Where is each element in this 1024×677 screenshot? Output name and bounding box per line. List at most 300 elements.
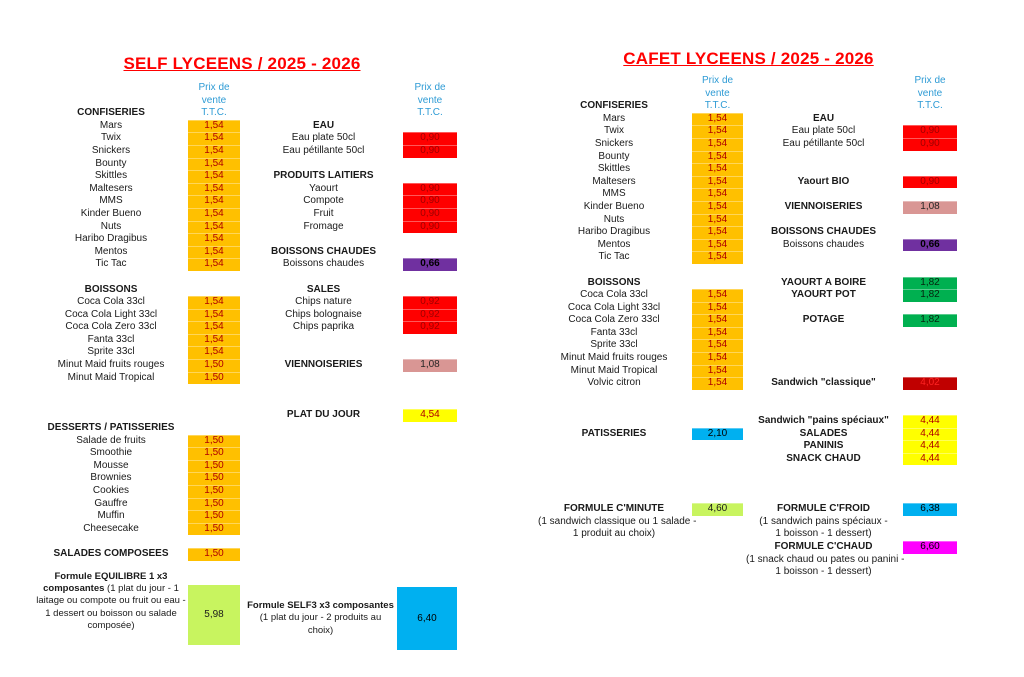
section-header-row — [36, 107, 240, 120]
price-cell: 1,54 — [188, 132, 240, 145]
price-cell: 1,50 — [188, 435, 240, 448]
price-cell: 1,54 — [692, 113, 743, 126]
item-label — [746, 100, 901, 113]
section-header: FORMULE C'CHAUD — [774, 541, 873, 552]
price-cell: 6,60 — [903, 541, 957, 554]
item-label — [746, 88, 901, 101]
menu-row — [538, 125, 743, 138]
price-cell: 1,54 — [188, 321, 240, 334]
price-column-header: Prix de — [198, 82, 230, 93]
row-gap — [246, 233, 457, 246]
price-cell: 1,54 — [692, 365, 743, 378]
item-label: Maltesers — [592, 175, 636, 187]
description-row — [538, 528, 743, 541]
item-label: Nuts — [100, 220, 122, 232]
price-cell: 0,92 — [403, 321, 457, 334]
item-label: Cookies — [92, 485, 130, 497]
section-header: YAOURT POT — [791, 289, 856, 301]
section-header: PLAT DU JOUR — [286, 409, 361, 421]
section-header-row — [538, 277, 743, 290]
price-cell: 0,90 — [903, 138, 957, 151]
description-text: (1 snack chaud ou pates ou panini - — [746, 553, 905, 565]
menu-row — [246, 95, 457, 108]
menu-row — [36, 82, 240, 95]
price-cell: 1,54 — [188, 221, 240, 234]
section-header: SALES — [306, 283, 341, 295]
row-gap — [538, 264, 743, 277]
item-label — [246, 107, 401, 120]
item-label: Cheesecake — [83, 522, 139, 534]
menu-row — [36, 195, 240, 208]
menu-row — [538, 163, 743, 176]
price-cell: 1,54 — [692, 251, 743, 264]
price-cell: 1,54 — [692, 163, 743, 176]
menu-row — [246, 145, 457, 158]
formula-label-segment: Formule SELF3 x3 composantes — [247, 599, 394, 611]
menu-row — [36, 498, 240, 511]
menu-row — [746, 138, 957, 151]
menu-row — [246, 195, 457, 208]
item-label: Tic Tac — [95, 258, 127, 270]
section-header: SNACK CHAUD — [786, 452, 861, 464]
menu-row — [36, 309, 240, 322]
row-gap — [246, 271, 457, 284]
price-cell: 1,54 — [188, 296, 240, 309]
item-label: Coca Cola Light 33cl — [64, 308, 158, 320]
item-label: Mars — [99, 119, 123, 131]
menu-row — [246, 296, 457, 309]
menu-row — [746, 541, 957, 554]
section-header: BOISSONS CHAUDES — [770, 226, 876, 238]
menu-row — [246, 82, 457, 95]
menu-row — [246, 107, 457, 120]
description-text: 1 produit au choix) — [572, 528, 656, 540]
price-cell: 1,54 — [188, 195, 240, 208]
menu-row — [538, 314, 743, 327]
item-label: Fanta 33cl — [590, 326, 638, 338]
item-label: Nuts — [603, 213, 625, 225]
item-label: Yaourt — [309, 182, 338, 194]
price-cell: 1,54 — [188, 145, 240, 158]
board-title-self: SELF LYCEENS / 2025 - 2026 — [123, 54, 361, 73]
section-header: BOISSONS CHAUDES — [270, 245, 376, 257]
price-cell: 1,54 — [188, 246, 240, 259]
menu-row — [538, 428, 743, 441]
item-label: Maltesers — [89, 182, 133, 194]
menu-row — [246, 309, 457, 322]
price-cell: 0,90 — [403, 183, 457, 196]
price-column-header: T.T.C. — [417, 107, 443, 119]
menu-row — [538, 503, 743, 516]
price-cell: 1,82 — [903, 314, 957, 327]
row-gap — [746, 327, 957, 377]
formula-price-cell — [397, 587, 457, 650]
price-cell: 1,54 — [692, 125, 743, 138]
item-label: Gauffre — [94, 497, 128, 509]
price-cell: 1,50 — [188, 498, 240, 511]
menu-row — [746, 239, 957, 252]
menu-row — [538, 113, 743, 126]
item-label: Sprite 33cl — [87, 346, 135, 358]
section-header: SALADES COMPOSEES — [53, 547, 169, 559]
description-row — [746, 566, 957, 579]
item-label: Mars — [602, 112, 626, 124]
item-label: Snickers — [91, 144, 131, 156]
menu-row — [538, 352, 743, 365]
price-column-header: vente — [201, 94, 227, 106]
menu-row — [538, 226, 743, 239]
menu-row — [538, 201, 743, 214]
menu-row — [36, 523, 240, 536]
price-cell: 1,50 — [188, 372, 240, 385]
section-header: EAU — [812, 112, 835, 124]
menu-row — [746, 415, 957, 428]
item-label: Minut Maid fruits rouges — [560, 352, 668, 364]
section-header-row — [246, 246, 457, 259]
price-cell: 0,92 — [403, 309, 457, 322]
price-cell: 1,54 — [188, 183, 240, 196]
formula-block — [36, 571, 240, 645]
price-cell: 0,66 — [403, 258, 457, 271]
row-gap — [746, 214, 957, 227]
menu-row — [538, 302, 743, 315]
price-cell: 0,90 — [403, 195, 457, 208]
menu-row — [538, 176, 743, 189]
price-cell: 1,54 — [692, 314, 743, 327]
item-label: Tic Tac — [598, 251, 630, 263]
item-label — [246, 82, 401, 95]
description-text: (1 sandwich pains spéciaux - — [759, 515, 888, 527]
section-header: PATISSERIES — [581, 427, 647, 439]
section-header-row — [246, 170, 457, 183]
item-label: Skittles — [94, 170, 128, 182]
price-column-header: vente — [917, 87, 943, 99]
price-cell: 1,50 — [188, 548, 240, 561]
menu-row — [746, 440, 957, 453]
section-header: Yaourt BIO — [797, 175, 850, 187]
formula-price-cell — [188, 585, 240, 645]
price-cell: 4,60 — [692, 503, 743, 516]
row-gap — [538, 390, 743, 428]
menu-row — [538, 188, 743, 201]
section-header: Sandwich "classique" — [771, 377, 876, 389]
row-gap — [36, 384, 240, 422]
item-label: Kinder Bueno — [80, 207, 142, 219]
price-cell: 1,54 — [188, 170, 240, 183]
menu-row — [36, 132, 240, 145]
menu-row — [36, 183, 240, 196]
menu-row — [36, 346, 240, 359]
menu-row — [246, 183, 457, 196]
menu-row — [36, 170, 240, 183]
column-pair-cafet-2 — [746, 75, 957, 579]
menu-row — [36, 158, 240, 171]
description-text: 1 boisson - 1 dessert) — [775, 528, 872, 540]
section-header: CONFISERIES — [77, 107, 145, 119]
price-column-header: Prix de — [414, 82, 446, 93]
menu-row — [246, 359, 457, 372]
price-cell: 1,50 — [188, 510, 240, 523]
price-value: 6,40 — [417, 613, 437, 625]
price-cell: 1,54 — [692, 188, 743, 201]
price-cell: 1,50 — [188, 523, 240, 536]
price-column-header: Prix de — [914, 75, 946, 86]
menu-row — [36, 145, 240, 158]
item-label: Smoothie — [89, 447, 133, 459]
menu-row — [538, 239, 743, 252]
menu-row — [746, 377, 957, 390]
item-label — [746, 75, 901, 88]
formula-label — [246, 600, 395, 637]
item-label: Haribo Dragibus — [577, 226, 651, 238]
item-label: Haribo Dragibus — [74, 233, 148, 245]
price-cell: 1,54 — [692, 214, 743, 227]
price-value: 5,98 — [204, 609, 224, 621]
price-column-header: Prix de — [701, 75, 734, 86]
description-row — [746, 528, 957, 541]
menu-row — [538, 377, 743, 390]
item-label: Mousse — [93, 459, 129, 471]
menu-row — [36, 120, 240, 133]
menu-row — [746, 75, 957, 88]
menu-row — [36, 321, 240, 334]
column-pair-cafet-1 — [538, 75, 743, 541]
section-header: PANINIS — [803, 440, 844, 452]
board-title-cafet: CAFET LYCEENS / 2025 - 2026 — [623, 49, 874, 68]
menu-row — [538, 327, 743, 340]
row-gap — [746, 251, 957, 276]
section-header: DESSERTS / PATISSERIES — [47, 422, 175, 434]
section-header: PRODUITS LAITIERS — [273, 170, 374, 182]
menu-row — [36, 221, 240, 234]
row-gap — [36, 535, 240, 548]
menu-row — [746, 453, 957, 466]
price-cell: 1,54 — [692, 339, 743, 352]
section-header: BOISSONS — [587, 276, 641, 288]
price-cell: 1,54 — [188, 208, 240, 221]
item-label — [538, 75, 690, 88]
price-cell: 1,54 — [692, 327, 743, 340]
menu-row — [538, 88, 743, 101]
item-label: Eau plate 50cl — [291, 132, 356, 144]
section-header-row — [246, 284, 457, 297]
item-label: Eau pétillante 50cl — [282, 144, 365, 156]
price-cell: 1,08 — [903, 201, 957, 214]
menu-row — [538, 75, 743, 88]
menu-row — [746, 277, 957, 290]
menu-row — [36, 460, 240, 473]
price-cell: 1,54 — [692, 138, 743, 151]
menu-row — [538, 251, 743, 264]
price-cell: 1,54 — [692, 239, 743, 252]
price-cell: 1,54 — [188, 233, 240, 246]
price-column-header: T.T.C. — [201, 107, 227, 119]
menu-row — [36, 359, 240, 372]
item-label: Compote — [303, 195, 344, 207]
price-cell: 1,82 — [903, 277, 957, 290]
row-gap — [746, 465, 957, 503]
row-gap — [538, 440, 743, 503]
item-label: Skittles — [597, 163, 631, 175]
price-cell: 4,02 — [903, 377, 957, 390]
price-cell: 1,50 — [188, 485, 240, 498]
item-label: Volvic citron — [587, 377, 641, 389]
menu-row — [746, 289, 957, 302]
section-header-row — [246, 120, 457, 133]
price-cell: 2,10 — [692, 428, 743, 441]
item-label: Muffin — [97, 510, 125, 522]
item-label: Mentos — [94, 245, 128, 257]
menu-row — [36, 472, 240, 485]
menu-row — [538, 214, 743, 227]
item-label: Coca Cola Zero 33cl — [568, 314, 660, 326]
price-column-header: vente — [705, 87, 730, 99]
price-column-header: T.T.C. — [704, 100, 731, 112]
item-label: Eau plate 50cl — [791, 125, 856, 137]
price-cell: 0,90 — [403, 221, 457, 234]
price-cell: 1,54 — [188, 120, 240, 133]
price-cell: 1,50 — [188, 359, 240, 372]
formula-label-segment: Formule EQUILIBRE 1 x3 composantes — [43, 570, 168, 594]
menu-row — [746, 428, 957, 441]
item-label — [36, 82, 186, 95]
price-cell: 1,54 — [692, 226, 743, 239]
item-label: Coca Cola 33cl — [580, 289, 648, 301]
menu-row — [746, 201, 957, 214]
menu-row — [36, 258, 240, 271]
menu-row — [538, 365, 743, 378]
price-cell: 1,54 — [692, 176, 743, 189]
price-cell: 1,54 — [188, 258, 240, 271]
section-header: YAOURT A BOIRE — [780, 276, 866, 288]
price-cell: 1,54 — [692, 289, 743, 302]
price-cell: 0,90 — [403, 145, 457, 158]
description-row — [538, 516, 743, 529]
section-header-row — [36, 422, 240, 435]
menu-row — [246, 409, 457, 422]
price-cell: 1,54 — [188, 309, 240, 322]
section-header: FORMULE C'FROID — [777, 503, 870, 515]
item-label: Chips nature — [295, 296, 352, 308]
menu-row — [36, 447, 240, 460]
menu-row — [246, 258, 457, 271]
menu-row — [746, 100, 957, 113]
item-label: MMS — [602, 188, 626, 200]
item-label: Mentos — [597, 238, 631, 250]
price-cell: 1,54 — [188, 158, 240, 171]
section-header: SALADES — [799, 427, 848, 439]
price-cell: 0,90 — [403, 132, 457, 145]
menu-row — [36, 372, 240, 385]
item-label: Kinder Bueno — [583, 200, 645, 212]
menu-row — [36, 95, 240, 108]
section-header: EAU — [312, 119, 335, 131]
price-cell: 1,54 — [188, 346, 240, 359]
price-column-header: vente — [417, 94, 443, 106]
item-label: Brownies — [90, 472, 132, 484]
row-gap — [246, 372, 457, 410]
menu-row — [538, 151, 743, 164]
price-cell: 0,90 — [403, 208, 457, 221]
formula-label-segment: (1 plat du jour - 2 produits au choix) — [259, 612, 382, 636]
item-label: Minut Maid Tropical — [570, 364, 658, 376]
item-label: Fruit — [313, 207, 334, 219]
price-cell: 6,38 — [903, 503, 957, 516]
menu-row — [246, 132, 457, 145]
menu-row — [746, 125, 957, 138]
item-label — [538, 88, 690, 101]
price-cell: 1,54 — [692, 302, 743, 315]
section-header: VIENNOISERIES — [284, 359, 363, 371]
row-gap — [746, 302, 957, 315]
menu-row — [36, 246, 240, 259]
section-header: Sandwich "pains spéciaux" — [758, 415, 889, 427]
section-header-row — [746, 113, 957, 126]
section-header-row — [746, 226, 957, 239]
description-row — [746, 554, 957, 567]
row-gap — [36, 271, 240, 284]
menu-row — [246, 208, 457, 221]
price-column-header: T.T.C. — [917, 100, 943, 112]
menu-row — [36, 485, 240, 498]
item-label — [36, 95, 186, 108]
row-gap — [746, 151, 957, 176]
section-header: BOISSONS — [84, 283, 138, 295]
price-cell: 4,54 — [403, 409, 457, 422]
column-pair-self-1 — [36, 82, 240, 645]
price-cell: 0,92 — [403, 296, 457, 309]
price-cell: 4,44 — [903, 415, 957, 428]
menu-row — [746, 176, 957, 189]
section-header-row — [36, 284, 240, 297]
section-header: CONFISERIES — [580, 100, 648, 112]
price-cell: 1,82 — [903, 289, 957, 302]
formula-label-segment: (1 plat du jour - 1 laitage ou compote ou fruit ou eau - 1 dessert ou boisson ou salade composée) — [36, 582, 186, 632]
menu-row — [246, 221, 457, 234]
formula-block — [246, 587, 457, 650]
menu-row — [36, 435, 240, 448]
price-cell: 1,54 — [692, 201, 743, 214]
menu-row — [36, 548, 240, 561]
item-label: Sprite 33cl — [590, 339, 638, 351]
item-label: Minut Maid Tropical — [67, 371, 155, 383]
item-label: Minut Maid fruits rouges — [57, 359, 165, 371]
formula-label — [36, 571, 186, 633]
item-label — [246, 95, 401, 108]
price-cell: 1,50 — [188, 460, 240, 473]
item-label: Boissons chaudes — [282, 258, 365, 270]
item-label: MMS — [99, 195, 123, 207]
price-cell: 0,66 — [903, 239, 957, 252]
column-pair-self-2 — [246, 82, 457, 650]
row-gap — [246, 158, 457, 171]
price-cell: 4,44 — [903, 428, 957, 441]
menu-row — [36, 296, 240, 309]
row-gap — [746, 188, 957, 201]
price-cell: 4,44 — [903, 440, 957, 453]
menu-row — [746, 314, 957, 327]
price-cell: 1,08 — [403, 359, 457, 372]
item-label: Eau pétillante 50cl — [782, 137, 865, 149]
item-label: Coca Cola Light 33cl — [567, 301, 661, 313]
description-text: 1 boisson - 1 dessert) — [775, 566, 872, 578]
item-label: Bounty — [598, 150, 630, 162]
item-label: Coca Cola 33cl — [77, 296, 145, 308]
item-label: Twix — [101, 132, 121, 144]
row-gap — [746, 390, 957, 415]
item-label: Fromage — [303, 220, 344, 232]
price-cell: 4,44 — [903, 453, 957, 466]
